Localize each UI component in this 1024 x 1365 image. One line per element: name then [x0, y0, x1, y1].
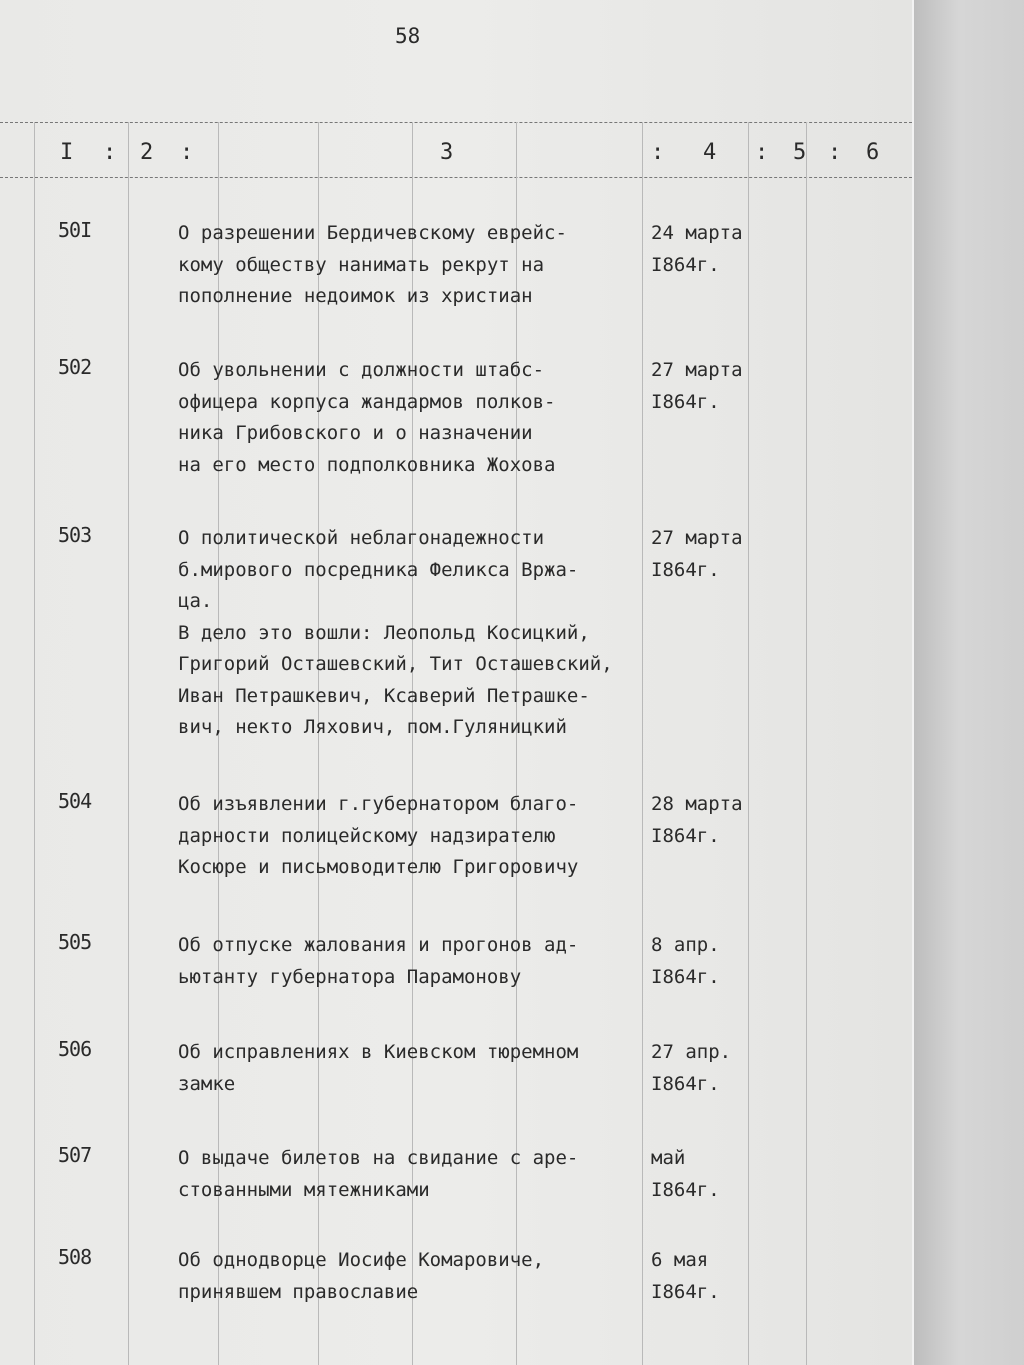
record-date — [651, 523, 743, 586]
title-line: Григорий Осташевский, Тит Осташевский, — [178, 653, 613, 675]
record-title — [178, 355, 648, 481]
column-separator: : — [103, 140, 117, 165]
title-line: Об увольнении с должности штабс- — [178, 359, 545, 381]
column-separator: : — [180, 140, 194, 165]
title-line: ника Грибовского и о назначении — [178, 422, 533, 444]
record-number: 50I — [58, 218, 92, 242]
record-date — [651, 1037, 731, 1100]
column-separator: : — [828, 140, 842, 165]
date-line: 24 марта — [651, 222, 743, 244]
title-line: О выдаче билетов на свидание с аре- — [178, 1147, 579, 1169]
record-title — [178, 930, 648, 993]
column-line — [128, 122, 129, 1365]
title-line: ьютанту губернатора Парамонову — [178, 965, 522, 988]
column-line — [748, 122, 749, 1365]
date-line: I864г. — [651, 965, 720, 988]
record-title — [178, 1037, 648, 1100]
record-title — [178, 789, 648, 884]
title-line: Об однодворце Иосифе Комаровиче, — [178, 1249, 545, 1271]
title-line: В дело это вошли: Леопольд Косицкий, — [178, 621, 590, 644]
date-line: 28 марта — [651, 793, 743, 815]
column-separator: : — [651, 140, 665, 165]
title-line: дарности полицейскому надзирателю — [178, 824, 556, 847]
record-number: 504 — [58, 789, 92, 813]
title-line: б.мирового посредника Феликса Вржа- — [178, 558, 579, 581]
title-line: вич, некто Ляхович, пом.Гуляницкий — [178, 716, 567, 738]
page-number: 58 — [395, 24, 421, 48]
date-line: I864г. — [651, 1178, 720, 1201]
record-title — [178, 218, 648, 313]
record-title — [178, 1245, 648, 1308]
header-bottom-rule — [0, 177, 912, 178]
title-line: принявшем православие — [178, 1280, 419, 1303]
column-header: 6 — [866, 140, 880, 165]
record-number: 502 — [58, 355, 92, 379]
header-top-rule — [0, 122, 912, 123]
record-number: 507 — [58, 1143, 92, 1167]
record-number: 503 — [58, 523, 92, 547]
title-line: Об исправлениях в Киевском тюремном — [178, 1041, 579, 1063]
column-separator: : — [755, 140, 769, 165]
adjacent-page-edge — [912, 0, 1024, 1365]
title-line: стованными мятежниками — [178, 1178, 430, 1201]
record-title — [178, 523, 648, 744]
date-line: 27 марта — [651, 359, 743, 381]
record-date — [651, 1143, 720, 1206]
date-line: 6 мая — [651, 1249, 709, 1271]
title-line: Косюре и письмоводителю Григоровичу — [178, 856, 579, 878]
record-title — [178, 1143, 648, 1206]
date-line: I864г. — [651, 558, 720, 581]
column-header: 3 — [440, 140, 454, 165]
record-number: 506 — [58, 1037, 92, 1061]
title-line: Об изъявлении г.губернатором благо- — [178, 793, 579, 815]
title-line: О политической неблагонадежности — [178, 527, 545, 549]
title-line: кому обществу нанимать рекрут на — [178, 253, 545, 276]
record-number: 505 — [58, 930, 92, 954]
record-date — [651, 930, 720, 993]
column-header: 5 — [793, 140, 807, 165]
title-line: О разрешении Бердичевскому еврейс- — [178, 222, 567, 244]
record-date — [651, 218, 743, 281]
title-line: офицера корпуса жандармов полков- — [178, 390, 556, 413]
date-line: 27 марта — [651, 527, 743, 549]
date-line: 8 апр. — [651, 934, 720, 956]
column-header: I — [60, 140, 74, 165]
record-date — [651, 1245, 720, 1308]
title-line: Иван Петрашкевич, Ксаверий Петрашке- — [178, 684, 590, 707]
column-header: 2 — [140, 140, 154, 165]
title-line: ца. — [178, 590, 213, 612]
date-line: 27 апр. — [651, 1041, 732, 1063]
title-line: на его место подполковника Жохова — [178, 453, 556, 476]
column-header: 4 — [703, 140, 717, 165]
date-line: I864г. — [651, 1280, 720, 1303]
date-line: I864г. — [651, 390, 720, 413]
column-line — [34, 122, 35, 1365]
title-line: Об отпуске жалования и прогонов ад- — [178, 934, 579, 956]
record-date — [651, 789, 743, 852]
record-number: 508 — [58, 1245, 92, 1269]
date-line: I864г. — [651, 253, 720, 276]
date-line: май — [651, 1147, 686, 1169]
date-line: I864г. — [651, 1072, 720, 1095]
title-line: замке — [178, 1072, 236, 1095]
record-date — [651, 355, 743, 418]
column-line — [806, 122, 807, 1365]
date-line: I864г. — [651, 824, 720, 847]
title-line: пополнение недоимок из христиан — [178, 285, 533, 307]
